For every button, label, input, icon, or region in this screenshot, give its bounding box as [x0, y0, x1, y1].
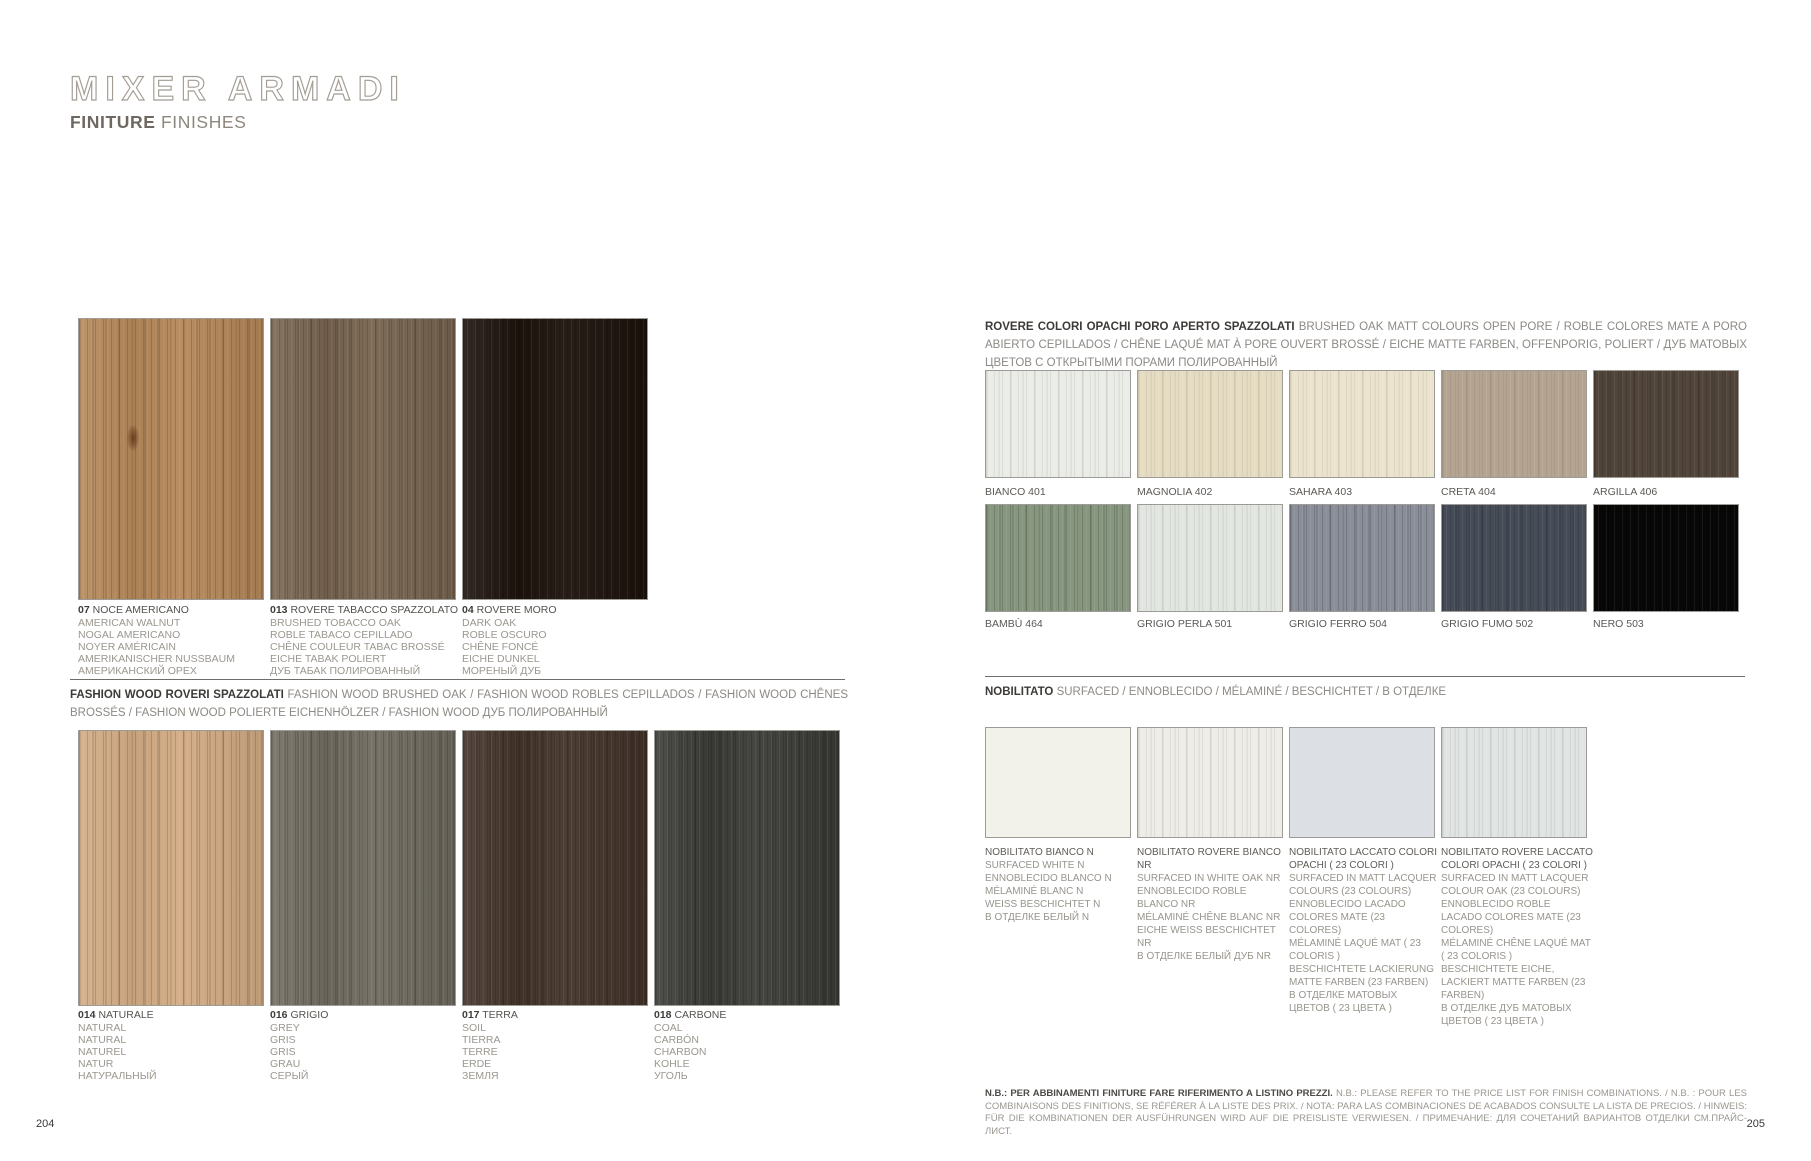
swatch-rovere-tabacco	[270, 318, 456, 600]
swatch-magnolia-402	[1137, 370, 1283, 478]
label-sahara-403: SAHARA 403	[1289, 486, 1353, 498]
nobilitato-col-laccato: NOBILITATO LACCATO COLORI OPACHI ( 23 COLORI ) SURFACED IN MATT LACQUER COLOURS (23 COLOURS) ENNOBLECIDO LACADO COLORES MATE (23 COLORES) MÉLAMINÉ LAQUÉ MAT ( 23 COLORIS ) BESCHICHTETE LACKIERUNG MATTE FARBEN (23 FARBEN) В ОТДЕЛКЕ МАТОВЫХ ЦВЕТОВ ( 23 ЦВЕТА )	[1289, 847, 1437, 1014]
swatch-terra	[462, 730, 648, 1006]
swatch-grigio-fumo-502	[1441, 504, 1587, 612]
swatch-label-noce-americano: 07 NOCE AMERICANO AMERICAN WALNUT NOGAL AMERICANO NOYER AMÉRICAIN AMERIKANISCHER NUSSBAUM АМЕРИКАНСКИЙ ОРЕХ	[78, 604, 235, 677]
swatch-nobilitato-rovere-bianco	[1137, 727, 1283, 838]
swatch-grigio-ferro-504	[1289, 504, 1435, 612]
swatch-naturale	[78, 730, 264, 1006]
label-grigio-ferro-504: GRIGIO FERRO 504	[1289, 618, 1388, 630]
nobilitato-col-rovere-bianco: NOBILITATO ROVERE BIANCO NR SURFACED IN WHITE OAK NR ENNOBLECIDO ROBLE BLANCO NR MÉLAMINÉ CHÊNE BLANC NR EICHE WEISS BESCHICHTET NR В ОТДЕЛКЕ БЕЛЫЙ ДУБ NR	[1137, 847, 1281, 962]
swatch-label-rovere-tabacco: 013 ROVERE TABACCO SPAZZOLATO BRUSHED TOBACCO OAK ROBLE TABACO CEPILLADO CHÊNE COULEUR TABAC BROSSÉ EICHE TABAK POLIERT ДУБ ТАБАК ПОЛИРОВАННЫЙ	[270, 604, 459, 677]
swatch-bambu-464	[985, 504, 1131, 612]
label-argilla-406: ARGILLA 406	[1593, 486, 1658, 498]
wood-knot	[127, 425, 139, 451]
swatch-argilla-406	[1593, 370, 1739, 478]
label-creta-404: CRETA 404	[1441, 486, 1496, 498]
page-subtitle	[70, 114, 246, 132]
swatch-label-terra: 017 TERRA SOIL TIERRA TERRE ERDE ЗЕМЛЯ	[462, 1009, 518, 1082]
rovere-colori-heading: ROVERE COLORI OPACHI PORO APERTO SPAZZOLATI BRUSHED OAK MATT COLOURS OPEN PORE / ROBLE COLORES MATE A PORO ABIERTO CEPILLADOS / CHÊNE LAQUÉ MAT À PORE OUVERT BROSSÉ / EICHE MATTE FARBEN, OFFENPORIG, POLIERT / ДУБ МАТОВЫХ ЦВЕТОВ С ОТКРЫТЫМИ ПОРАМИ ПОЛИРОВАННЫЙ	[985, 321, 1747, 369]
swatch-grigio-perla-501	[1137, 504, 1283, 612]
swatch-label-grigio: 016 GRIGIO GREY GRIS GRIS GRAU СЕРЫЙ	[270, 1009, 329, 1082]
nobilitato-col-bianco: NOBILITATO BIANCO N SURFACED WHITE N ENNOBLECIDO BLANCO N MÉLAMINÉ BLANC N WEISS BESCHICHTET N В ОТДЕЛКЕ БЕЛЫЙ N	[985, 847, 1112, 923]
swatch-noce-americano	[78, 318, 264, 600]
label-grigio-fumo-502: GRIGIO FUMO 502	[1441, 618, 1534, 630]
page-number-left: 204	[36, 1118, 55, 1130]
swatch-grigio	[270, 730, 456, 1006]
subtitle-english: FINISHES	[160, 112, 247, 132]
label-bianco-401: BIANCO 401	[985, 486, 1046, 498]
label-nero-503: NERO 503	[1593, 618, 1644, 630]
page-title: MIXER ARMADI	[70, 70, 406, 108]
swatch-carbone	[654, 730, 840, 1006]
footnote: N.B.: PER ABBINAMENTI FINITURE FARE RIFERIMENTO A LISTINO PREZZI. N.B.: PLEASE REFER TO THE PRICE LIST FOR FINISH COMBINATIONS. / N.B. : POUR LES COMBINAISONS DES FINITIONS, SE RÉFÉRER À LA LISTE DES PRIX. / NOTA: PARA LAS COMBINACIONES DE ACABADOS CONSULTE LA LISTA DE PRECIOS. / HINWEIS: FÜR DIE KOMBINATIONEN DER AUSFÜHRUNGEN WIRD AUF DIE PREISLISTE VERWIESEN. / ПРИМЕЧАНИЕ: ДЛЯ СОЧЕТАНИЙ ВАРИАНТОВ ОТДЕЛКИ СМ.ПРАЙС-ЛИСТ.	[985, 1088, 1747, 1137]
label-grigio-perla-501: GRIGIO PERLA 501	[1137, 618, 1233, 630]
subtitle-italian: FINITURE	[70, 112, 156, 132]
swatch-rovere-moro	[462, 318, 648, 600]
swatch-nobilitato-rovere-laccato	[1441, 727, 1587, 838]
swatch-nobilitato-bianco	[985, 727, 1131, 838]
swatch-sahara-403	[1289, 370, 1435, 478]
nobilitato-col-rovere-laccato: NOBILITATO ROVERE LACCATO COLORI OPACHI ( 23 COLORI ) SURFACED IN MATT LACQUER COLOUR OAK (23 COLOURS) ENNOBLECIDO ROBLE LACADO COLORES MATE (23 COLORES) MÉLAMINÉ CHÊNE LAQUÉ MAT ( 23 COLORIS ) BESCHICHTETE EICHE, LACKIERT MATTE FARBEN (23 FARBEN) В ОТДЕЛКЕ ДУБ МАТОВЫХ ЦВЕТОВ ( 23 ЦВЕТА )	[1441, 847, 1593, 1027]
fashion-wood-heading: FASHION WOOD ROVERI SPAZZOLATI FASHION WOOD BRUSHED OAK / FASHION WOOD ROBLES CEPILLADOS / FASHION WOOD CHÊNES BROSSÉS / FASHION WOOD POLIERTE EICHENHÖLZER / FASHION WOOD ДУБ ПОЛИРОВАННЫЙ	[70, 689, 848, 719]
divider-right	[985, 676, 1745, 677]
swatch-nero-503	[1593, 504, 1739, 612]
swatch-creta-404	[1441, 370, 1587, 478]
swatch-label-carbone: 018 CARBONE COAL CARBÓN CHARBON KOHLE УГОЛЬ	[654, 1009, 727, 1082]
label-magnolia-402: MAGNOLIA 402	[1137, 486, 1213, 498]
page-number-right: 205	[1746, 1118, 1765, 1130]
label-bambu-464: BAMBÙ 464	[985, 618, 1043, 630]
swatch-nobilitato-laccato	[1289, 727, 1435, 838]
nobilitato-heading: NOBILITATO SURFACED / ENNOBLECIDO / MÉLAMINÉ / BESCHICHTET / В ОТДЕЛКЕ	[985, 686, 1447, 698]
swatch-label-naturale: 014 NATURALE NATURAL NATURAL NATUREL NATUR НАТУРАЛЬНЫЙ	[78, 1009, 157, 1082]
swatch-label-rovere-moro: 04 ROVERE MORO DARK OAK ROBLE OSCURO CHÊNE FONCÉ EICHE DUNKEL МОРЕНЫЙ ДУБ	[462, 604, 557, 677]
swatch-bianco-401	[985, 370, 1131, 478]
divider-left	[70, 679, 845, 680]
